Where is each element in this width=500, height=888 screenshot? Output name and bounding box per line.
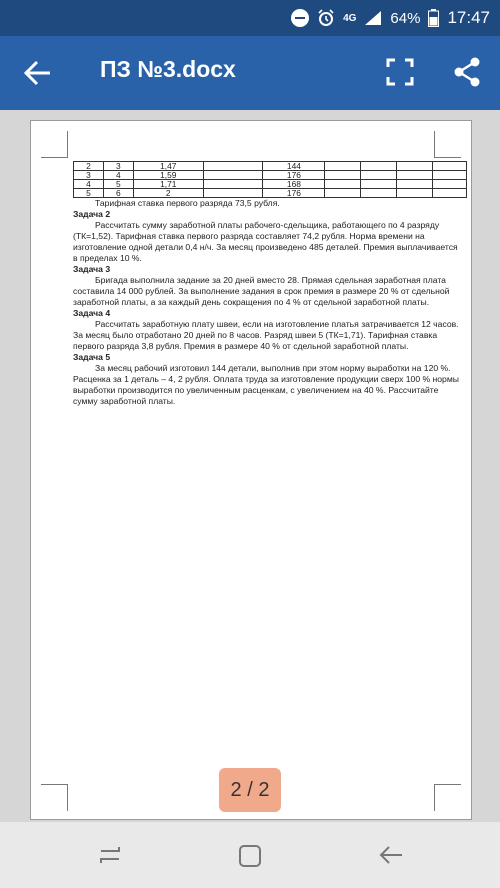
table-cell	[203, 189, 263, 198]
table-cell	[397, 171, 433, 180]
table-cell: 144	[263, 162, 325, 171]
table-cell: 176	[263, 171, 325, 180]
battery-icon	[428, 9, 439, 27]
table-cell	[325, 171, 361, 180]
network-type: 4G	[343, 12, 357, 24]
crop-mark	[41, 784, 68, 811]
table-cell	[397, 162, 433, 171]
table-cell: 168	[263, 180, 325, 189]
table-cell	[361, 189, 397, 198]
task-text: Рассчитать сумму заработной платы рабочего-сдельщика, работающего по 4 разряду (ТК=1,52). Тарифная ставка первого разряда составляет 74,2 рубля. Норма времени на изготовление одной детали 0,4 н/ч. За месяц произведено 485 деталей. Премия выплачивается в пределах 10 %.	[73, 220, 458, 263]
table-cell: 1,47	[133, 162, 203, 171]
table-cell: 3	[74, 171, 104, 180]
table-cell: 2	[133, 189, 203, 198]
document-content	[73, 161, 463, 407]
table-cell	[203, 171, 263, 180]
crop-mark	[41, 131, 68, 158]
task-heading: Задача 2	[73, 209, 111, 219]
table-cell	[361, 171, 397, 180]
task-text: За месяц рабочий изготовил 144 детали, выполнив при этом норму выработки на 120 %. Расценка за 1 деталь – 4, 2 рубля. Оплата труда за изготовление продукции сверх 100 % нормы выработки производится по увеличенным расценкам, с увеличением на 40 %. Рассчитайте сумму заработной платы.	[73, 363, 459, 406]
clock: 17:47	[447, 8, 490, 27]
table-cell: 1,59	[133, 171, 203, 180]
table-cell	[325, 189, 361, 198]
crop-mark	[434, 784, 461, 811]
table-cell	[361, 162, 397, 171]
tariff-note: Тарифная ставка первого разряда 73,5 рубля.	[95, 198, 280, 208]
back-nav-icon[interactable]	[378, 844, 404, 866]
fullscreen-icon[interactable]	[386, 58, 414, 86]
share-icon[interactable]	[452, 56, 482, 88]
do-not-disturb-icon	[291, 9, 309, 27]
recent-apps-icon[interactable]	[97, 844, 123, 866]
table-cell	[203, 180, 263, 189]
task-text: Рассчитать заработную плату швеи, если на изготовление платья затрачивается 12 часов. За месяц было отработано 20 дней по 8 часов. Разряд швеи 5 (ТК=1,71). Тарифная ставка первого разряда 3,8 рубля. Премия в размере 40 % от сдельной заработной платы.	[73, 319, 459, 351]
table-row	[74, 171, 467, 180]
signal-icon	[364, 10, 382, 26]
task-heading: Задача 5	[73, 352, 111, 362]
table-cell	[397, 189, 433, 198]
navigation-bar	[0, 822, 500, 888]
table-cell	[433, 180, 467, 189]
status-bar	[0, 0, 500, 36]
table-cell	[325, 180, 361, 189]
app-bar	[0, 36, 500, 110]
document-page	[30, 120, 472, 820]
task-heading: Задача 3	[73, 264, 111, 274]
task-text: Бригада выполнила задание за 20 дней вместо 28. Прямая сдельная заработная плата составила 14 000 рублей. За выполнение задания в срок премия в размере 20 % от сдельной заработной платы, а за каждый день сокращения по 4 % от сдельной заработной платы.	[73, 275, 450, 307]
table-cell: 6	[103, 189, 133, 198]
table-row	[74, 162, 467, 171]
table-cell: 4	[74, 180, 104, 189]
page-indicator: 2 / 2	[219, 768, 281, 812]
table-cell: 3	[103, 162, 133, 171]
home-icon[interactable]	[238, 844, 262, 868]
table-cell: 2	[74, 162, 104, 171]
table-cell	[433, 171, 467, 180]
table-cell	[361, 180, 397, 189]
document-viewer[interactable]	[0, 110, 500, 822]
battery-percent: 64%	[390, 9, 421, 27]
task-heading: Задача 4	[73, 308, 111, 318]
rates-table	[73, 161, 467, 198]
table-cell: 1,71	[133, 180, 203, 189]
alarm-icon	[317, 9, 335, 27]
table-cell	[433, 189, 467, 198]
table-row	[74, 189, 467, 198]
table-cell	[397, 180, 433, 189]
table-row	[74, 180, 467, 189]
crop-mark	[434, 131, 461, 158]
document-title: ПЗ №3.docx	[100, 56, 236, 82]
arrow-left-icon[interactable]	[22, 58, 54, 88]
table-cell	[433, 162, 467, 171]
table-cell: 5	[74, 189, 104, 198]
table-cell: 4	[103, 171, 133, 180]
table-cell: 5	[103, 180, 133, 189]
table-cell	[325, 162, 361, 171]
table-cell	[203, 162, 263, 171]
table-cell: 176	[263, 189, 325, 198]
